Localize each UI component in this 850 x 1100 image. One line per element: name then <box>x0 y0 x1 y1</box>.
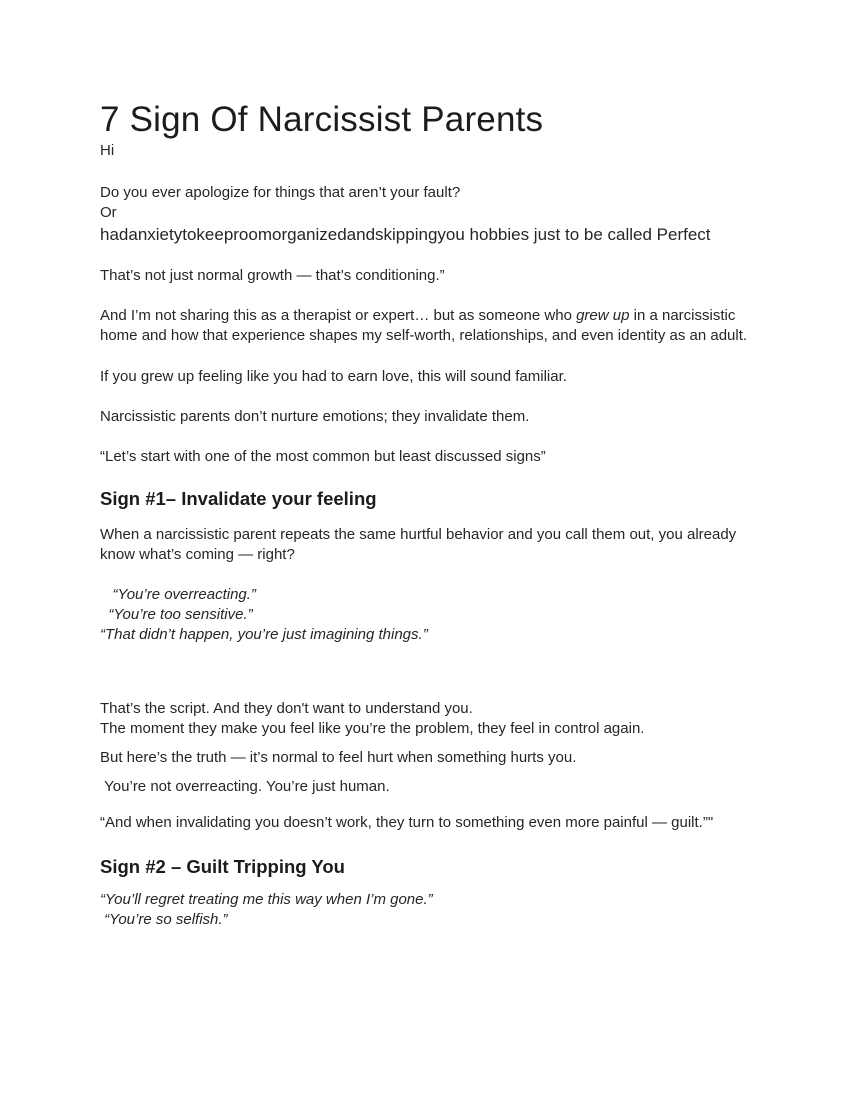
paragraph-script <box>100 699 750 739</box>
sharing-text-after: in a narcissistic home and how that experience shapes my self-worth, relationships, and even identity as an adult. <box>100 307 748 344</box>
paragraph-apologize <box>100 183 750 223</box>
document-title: 7 Sign Of Narcissist Parents <box>100 100 544 139</box>
quote-line-too-sensitive: “You’re too sensitive.” <box>100 606 253 623</box>
paragraph-lets-start: “Let’s start with one of the most common but least discussed signs” <box>100 448 546 465</box>
paragraph-guilt-transition: “And when invalidating you doesn’t work, they turn to something even more painful — guilt.”" <box>100 814 714 831</box>
line-or: Or <box>100 204 117 221</box>
paragraph-earn-love: If you grew up feeling like you had to earn love, this will sound familiar. <box>100 368 567 385</box>
quote-line-selfish: “You’re so selfish.” <box>100 911 228 928</box>
paragraph-sign1-intro: When a narcissistic parent repeats the same hurtful behavior and you call them out, you already know what’s coming — right? <box>100 526 737 563</box>
line-apologize: Do you ever apologize for things that aren’t your fault? <box>100 184 461 201</box>
paragraph-sharing <box>100 306 750 346</box>
quote-block-sign2 <box>100 890 750 930</box>
paragraph-truth: But here’s the truth — it’s normal to feel hurt when something hurts you. <box>100 749 577 766</box>
line-script-2: The moment they make you feel like you’re the problem, they feel in control again. <box>100 720 645 737</box>
heading-sign-1: Sign #1– Invalidate your feeling <box>100 488 377 509</box>
paragraph-human: You’re not overreacting. You’re just human. <box>100 778 390 795</box>
sharing-text-before: And I’m not sharing this as a therapist or expert… but as someone who <box>100 307 577 324</box>
sharing-text-italic: grew up <box>576 307 630 324</box>
line-script-1: That’s the script. And they don't want to understand you. <box>100 700 473 717</box>
paragraph-conditioning: That’s not just normal growth — that’s conditioning.” <box>100 267 445 284</box>
paragraph-invalidate: Narcissistic parents don’t nurture emotions; they invalidate them. <box>100 408 530 425</box>
line-runon: hadanxietytokeeproomorganizedandskippingyou hobbies just to be called Perfect <box>100 225 711 244</box>
quote-line-regret: “You’ll regret treating me this way when I’m gone.” <box>100 891 433 908</box>
quote-block-sign1 <box>100 585 750 645</box>
quote-line-didnt-happen: “That didn’t happen, you’re just imagining things.” <box>100 626 428 643</box>
paragraph-hi: Hi <box>100 142 115 159</box>
quote-line-overreacting: “You’re overreacting.” <box>100 586 256 603</box>
heading-sign-2: Sign #2 – Guilt Tripping You <box>100 856 345 877</box>
